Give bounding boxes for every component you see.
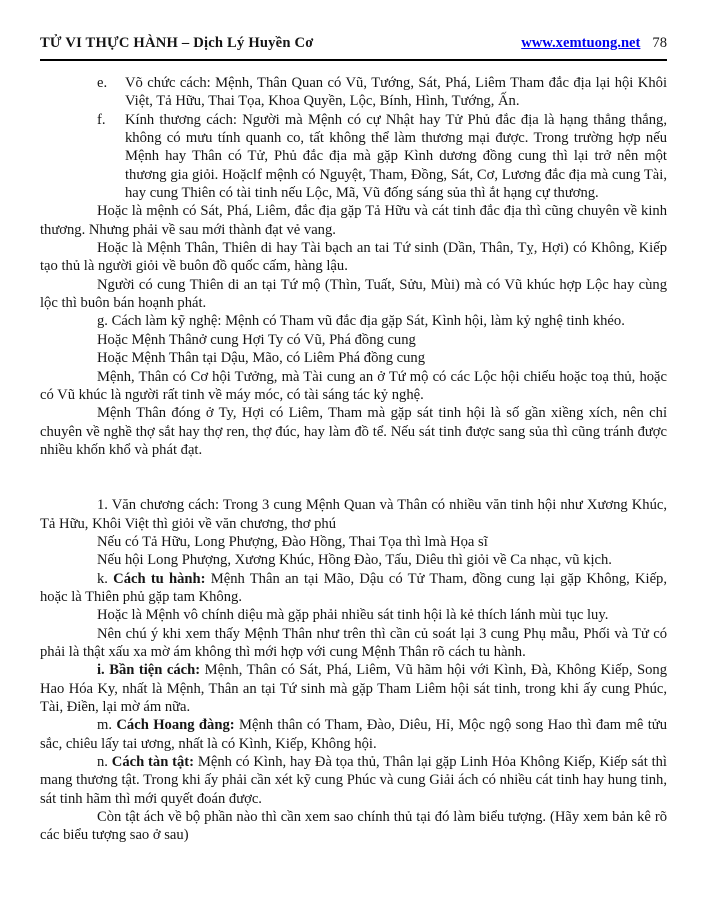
text-run: g. Cách làm kỹ nghệ: Mệnh có Tham vũ đắc địa gặp Sát, Kình hội, làm kỷ nghệ tinh khéo. bbox=[97, 313, 625, 330]
paragraph bbox=[40, 312, 667, 330]
text-run: Mệnh Thân đóng ở Ty, Hợi có Liêm, Tham mà gặp sát tinh hội là số gần xiềng xích, nên chỉ chuyên về nghề thợ sắt hay thợ ren, thợ đúc, hay làm đồ tể. Nếu sát tinh được sang sủa thì cũng tránh được nhiều khốn khổ và phát đạt. bbox=[40, 405, 667, 458]
paragraph bbox=[40, 716, 667, 753]
paragraph bbox=[40, 368, 667, 405]
text-run: i. Bần tiện cách: bbox=[97, 662, 201, 679]
text-run: Người có cung Thiên di an tại Tứ mộ (Thìn, Tuất, Sửu, Mùi) mà có Vũ khúc hợp Lộc hay cùng lộc thì buôn bán hoạnh phát. bbox=[40, 276, 667, 312]
text-run: Mệnh, Thân có Cơ hội Tưởng, mà Tài cung an ở Tứ mộ có các Lộc hội chiếu hoặc toạ thủ, hoặc có Vũ khúc là người rất tinh về máy móc, có tài sáng tác kỷ nghệ. bbox=[40, 368, 667, 403]
paragraph bbox=[40, 276, 667, 313]
paragraph bbox=[40, 202, 667, 239]
paragraph bbox=[40, 808, 667, 845]
header-divider bbox=[40, 59, 667, 61]
paragraph bbox=[97, 111, 667, 203]
paragraph bbox=[40, 496, 667, 533]
text-run: Kính thương cách: Người mà Mệnh có cự Nhật hay Tử Phủ đắc địa là hạng thẳng thắng, không có mưu tính quanh co, tất không thể làm thương mại được. Trong trường hợp nếu Mệnh hay Thân có Tử, Phủ đắc địa mà gặp Kình dương đồng cung thì lại trở nên một thương gia giỏi. Hoặclf mệnh có Nguyệt, Tham, Đồng, Sát, Cơ, Lương đắc địa mà cung Tài, hay cung Thiên có tài tinh nếu Lộc, Mã, Vũ đống sáng sủa thì ắt hạng cự thương. bbox=[125, 111, 667, 202]
text-run: Hoặc là Mệnh Thân, Thiên di hay Tài bạch an tai Tứ sinh (Dần, Thân, Tỵ, Hợi) có Không, Kiếp tạo thủ là người giỏi về buôn đồ quốc cấm, hàng lậu. bbox=[40, 240, 667, 275]
header-right bbox=[521, 34, 667, 52]
text-run: n. bbox=[97, 754, 112, 771]
text-run: Nếu có Tả Hữu, Long Phượng, Đào Hồng, Thai Tọa thì lmà Họa sĩ bbox=[97, 533, 488, 550]
paragraph bbox=[97, 74, 667, 111]
text-run: Hoặc Mệnh Thânở cung Hợi Ty có Vũ, Phá đồng cung bbox=[97, 331, 416, 348]
paragraph bbox=[40, 349, 667, 367]
text-run: Mệnh Thân an tại Mão, Dậu có Tử Tham, đồng cung lại gặp Không, Kiếp, hoặc là Thiên phủ gặp tam Không. bbox=[40, 570, 668, 605]
text-run: Còn tật ách về bộ phần nào thì cần xem sao chính thủ tại đó làm biểu tượng. (Hãy xem bản kê rõ các biểu tượng sao ở sau) bbox=[40, 809, 667, 844]
list-marker: e. bbox=[97, 75, 108, 91]
document-title: TỬ VI THỰC HÀNH – Dịch Lý Huyền Cơ bbox=[40, 35, 314, 51]
text-run: Cách Hoang đàng: bbox=[116, 717, 235, 734]
page-header bbox=[40, 34, 667, 52]
page-number: 78 bbox=[652, 35, 667, 51]
list-marker: f. bbox=[97, 111, 106, 128]
paragraph bbox=[40, 331, 667, 349]
text-run: Cách tu hành: bbox=[113, 570, 206, 587]
text-run: Hoặc là Mệnh vô chính diệu mà gặp phải nhiều sát tinh hội là kẻ thích lánh mùi tục luy. bbox=[97, 607, 609, 624]
text-run: Mệnh thân có Tham, Đào, Diêu, Hỉ, Mộc ngộ song Hao thì đam mê tửu sắc, chiêu lấy tai ương, nhất là có Kình, Kiếp, Không hội. bbox=[40, 717, 668, 752]
paragraph bbox=[40, 551, 667, 569]
text-run: Mệnh có Kình, hay Đà tọa thủ, Thân lại gặp Linh Hỏa Không Kiếp, Kiếp sát thì mang thương tật. Trong khi ấy phải cần xét kỹ cung Phúc và cung Giải ách có nhiều cát tinh hay hung tinh, sát tinh hãm thì mới quyết đoán được. bbox=[40, 754, 667, 807]
text-run: 1. Văn chương cách: Trong 3 cung Mệnh Quan và Thân có nhiều văn tinh hội như Xương Khúc, Tả Hữu, Khôi Việt thì giỏi về văn chương, thơ phú bbox=[40, 497, 667, 532]
text-run: Hoặc là mệnh có Sát, Phá, Liêm, đắc địa gặp Tả Hữu và cát tinh đắc địa thì cũng chuyên về kinh thương. Nhưng phải về sau mới thành đạt vẻ vang. bbox=[40, 203, 667, 238]
paragraph bbox=[40, 239, 667, 276]
paragraph bbox=[40, 404, 667, 459]
paragraph bbox=[40, 570, 667, 607]
text-run: k. bbox=[97, 570, 114, 587]
paragraph bbox=[40, 606, 667, 624]
paragraph bbox=[40, 625, 667, 662]
document-body bbox=[40, 74, 667, 845]
text-run: Mệnh, Thân có Sát, Phá, Liêm, Vũ hãm hội với Kình, Đà, Không Kiếp, Song Hao Hóa Ky, nhất là Mệnh, Thân an tại Tứ sinh mà gặp Tham Liêm hội sát tinh, trong khi ấy cung Phúc, Tài, Điền, lại mờ ám nữa. bbox=[40, 662, 667, 715]
text-run: Võ chức cách: Mệnh, Thân Quan có Vũ, Tướng, Sát, Phá, Liêm Tham đắc địa lại hội Khôi Việt, Tả Hữu, Thai Tọa, Khoa Quyền, Lộc, Bính, Hình, Tướng, Ấn. bbox=[125, 75, 667, 110]
text-run: Nên chú ý khi xem thấy Mệnh Thân như trên thì cần củ soát lại 3 cung Phụ mẫu, Phối và Tử có phải là thật xấu xa mờ ám không thì mới hợp với cung Mệnh Thân rõ cách tu hành. bbox=[40, 625, 667, 660]
text-run: Hoặc Mệnh Thân tại Dậu, Mão, có Liêm Phá đồng cung bbox=[97, 350, 426, 367]
paragraph bbox=[40, 661, 667, 716]
website-link[interactable]: www.xemtuong.net bbox=[521, 35, 641, 51]
text-run: m. bbox=[97, 717, 117, 734]
paragraph bbox=[40, 753, 667, 808]
paragraph bbox=[40, 533, 667, 551]
text-run: Cách tàn tật: bbox=[111, 754, 195, 771]
text-run: Nếu hội Long Phượng, Xương Khúc, Hồng Đào, Tấu, Diêu thì giỏi về Ca nhạc, vũ kịch. bbox=[97, 552, 612, 569]
